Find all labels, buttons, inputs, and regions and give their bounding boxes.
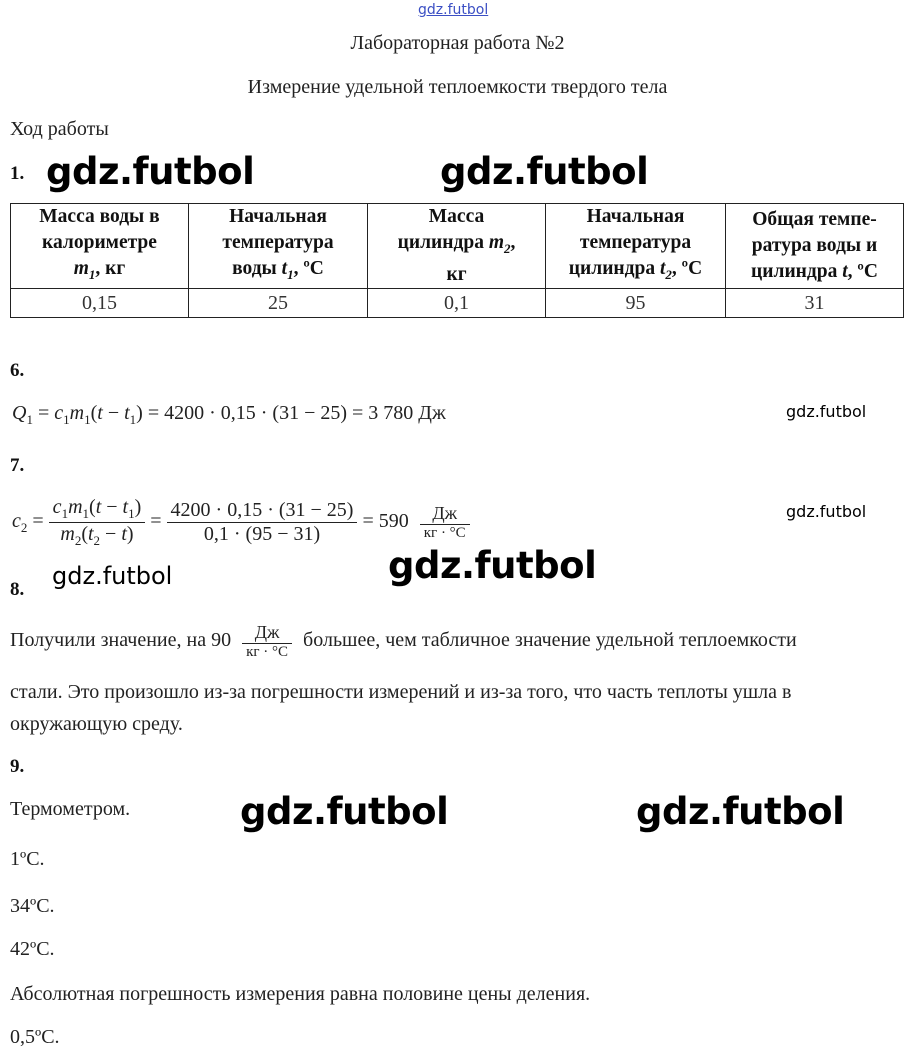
table-header-row: [11, 204, 904, 289]
header-symbol: m: [73, 258, 89, 279]
answer-9-item: 34ºС.: [10, 895, 55, 917]
table-cell: 25: [189, 288, 368, 317]
answer-9-item: 0,5ºС.: [10, 1026, 60, 1048]
header-unit: кг: [446, 263, 467, 285]
watermark-large: gdz.futbol: [388, 544, 597, 587]
step-8-label: 8.: [10, 579, 25, 600]
formula-specific-heat: $c_2$ = $\frac{c_1m_1(t - t_1)}{m_2(t_2 - t)}$ = $\frac{4200 \cdot 0,15 \cdot (31 - 25)}{0,1 \cdot (95 - 31)}$ = 590 $\frac{Дж}{кг \cdot ^\circ С}$: [12, 496, 470, 549]
table-cell: 0,1: [368, 288, 546, 317]
progress-heading: Ход работы: [10, 118, 109, 140]
header-cylinder-mass: [368, 204, 546, 289]
header-cylinder-temp: [546, 204, 726, 289]
page-subtitle: Измерение удельной теплоемкости твердого тела: [247, 76, 668, 98]
step-7-label: 7.: [10, 455, 25, 476]
header-subscript: 1: [287, 266, 294, 282]
formula-fraction: $\frac{c_1m_1(t - t_1)}{m_2(t_2 - t)}$: [49, 496, 146, 549]
header-unit: , кг: [95, 258, 126, 279]
header-line: Начальная: [586, 206, 685, 227]
answer-text: Получили значение, на 90: [10, 629, 232, 652]
formula-symbol: Q: [12, 402, 27, 424]
header-symbol: t: [660, 258, 666, 279]
answer-8-line-1: [10, 622, 797, 661]
header-water-mass: [11, 204, 189, 289]
watermark-medium: gdz.futbol: [52, 562, 173, 590]
header-line: Масса воды в: [39, 206, 160, 227]
header-subscript: 1: [88, 266, 96, 282]
answer-8-line-3: окружающую среду.: [10, 713, 183, 735]
header-line: воды: [232, 258, 282, 279]
watermark-small: gdz.futbol: [786, 502, 867, 521]
header-subscript: 2: [665, 266, 672, 282]
formula-result: = 590: [362, 510, 409, 533]
header-line: калориметре: [42, 232, 157, 253]
formula-heat-q1: $Q_1 = c_1m_1(t - t_1) = 4200 \cdot 0,15 \cdot (31 - 25) = 3$ 780 Дж: [12, 402, 446, 427]
answer-9-item: 42ºС.: [10, 938, 55, 960]
unit-denominator: кг · °С: [423, 525, 466, 541]
formula-fraction-values: [167, 499, 358, 546]
top-watermark: gdz.futbol: [418, 2, 489, 18]
header-symbol: t: [842, 260, 848, 282]
header-line: ратура воды и: [751, 234, 878, 256]
header-line: цилиндра: [751, 260, 843, 282]
step-6-label: 6.: [10, 360, 25, 381]
unit-fraction: [242, 622, 292, 661]
header-line: Начальная: [229, 206, 327, 227]
table-row: [11, 288, 904, 317]
header-unit: , ºС: [847, 260, 878, 282]
watermark-large: gdz.futbol: [240, 790, 449, 833]
header-line: Масса: [428, 206, 485, 227]
answer-9-item: Абсолютная погрешность измерения равна половине цены деления.: [10, 983, 591, 1005]
header-water-temp: [189, 204, 368, 289]
header-subscript: 2: [504, 240, 511, 256]
unit-denominator: кг · °С: [246, 644, 289, 660]
unit-numerator: Дж: [420, 503, 470, 525]
page-title: Лабораторная работа №2: [350, 32, 565, 54]
answer-9-item: 1ºС.: [10, 848, 45, 870]
measurements-table: [10, 203, 904, 318]
header-line: Общая темпе-: [752, 208, 877, 230]
header-line: ,: [510, 232, 516, 253]
unit-numerator: Дж: [242, 622, 292, 644]
table-cell: 95: [546, 288, 726, 317]
header-unit: , ºС: [671, 258, 703, 279]
unit-fraction: [420, 503, 470, 542]
header-line: цилиндра: [568, 258, 660, 279]
answer-9-item: Термометром.: [10, 798, 131, 820]
watermark-large: gdz.futbol: [46, 150, 255, 193]
step-1-label: 1.: [10, 163, 25, 184]
formula-value: 4200 · 0,15 · (31 − 25) = 3 780 Дж: [164, 402, 446, 424]
header-line: температура: [222, 232, 334, 253]
answer-8-line-2: стали. Это произошло из-за погрешности измерений и из-за того, что часть теплоты ушла в: [10, 681, 792, 703]
header-symbol: m: [488, 232, 504, 253]
header-symbol: t: [281, 258, 288, 279]
watermark-small: gdz.futbol: [786, 402, 867, 421]
step-9-label: 9.: [10, 756, 25, 777]
watermark-large: gdz.futbol: [636, 790, 845, 833]
header-total-temp: [726, 204, 904, 289]
fraction-numerator: 4200 · 0,15 · (31 − 25): [167, 499, 358, 523]
watermark-large: gdz.futbol: [440, 150, 649, 193]
formula-symbol: c: [12, 510, 21, 533]
table-cell: 31: [726, 288, 904, 317]
header-line: температура: [579, 232, 692, 253]
answer-text: большее, чем табличное значение удельной теплоемкости: [303, 629, 797, 652]
header-line: цилиндра: [397, 232, 489, 253]
fraction-denominator: 0,1 · (95 − 31): [203, 523, 321, 545]
header-unit: , ºС: [293, 258, 324, 279]
table-cell: 0,15: [11, 288, 189, 317]
